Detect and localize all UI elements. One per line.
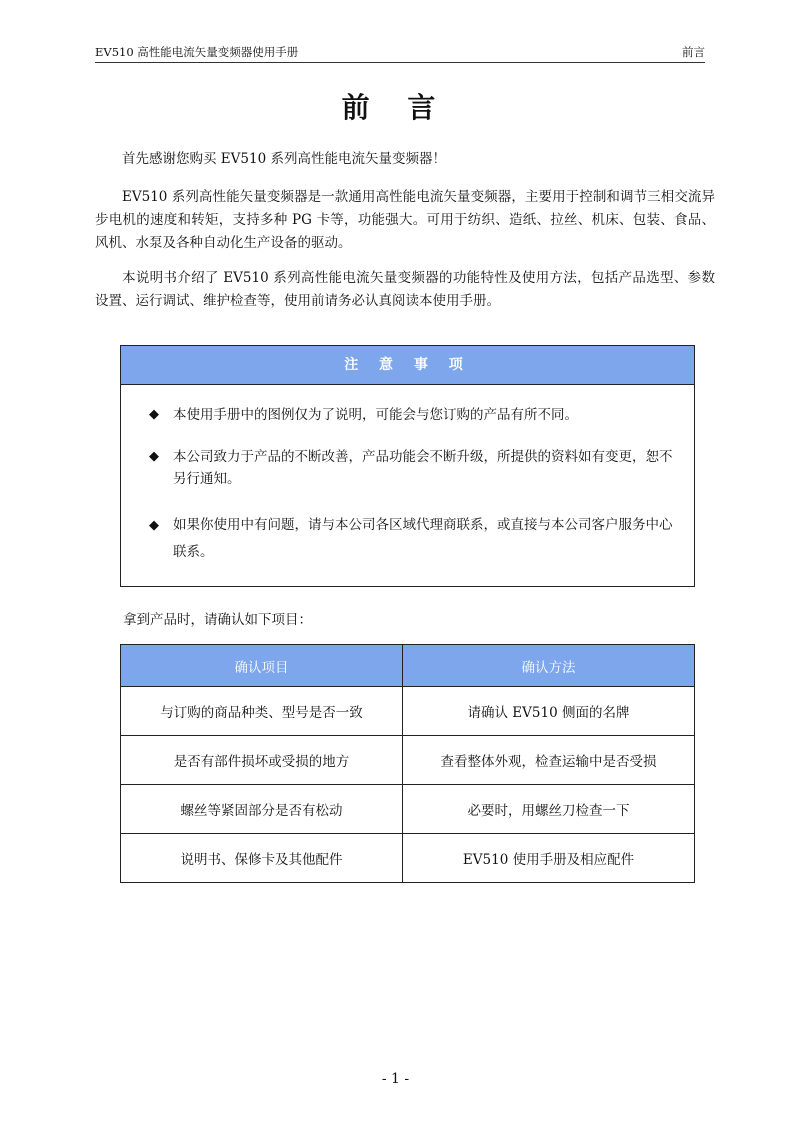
notice-item-text: 如果你使用中有问题，请与本公司各区域代理商联系，或直接与本公司客户服务中心联系。 xyxy=(173,517,673,560)
table-row xyxy=(121,687,695,736)
table-row xyxy=(121,834,695,883)
confirm-intro: 拿到产品时，请确认如下项目： xyxy=(123,612,312,628)
notice-heading: 注 意 事 项 xyxy=(121,346,694,385)
column-header-method: 确认方法 xyxy=(403,645,695,687)
notice-item-text: 本使用手册中的图例仅为了说明，可能会与您订购的产品有所不同。 xyxy=(173,407,578,423)
confirm-table xyxy=(120,644,695,883)
notice-box xyxy=(120,345,695,587)
header-section: 前言 xyxy=(682,45,705,59)
table-cell-item: 螺丝等紧固部分是否有松动 xyxy=(121,785,403,834)
notice-item xyxy=(149,404,679,426)
intro-paragraph-2: EV510 系列高性能矢量变频器是一款通用高性能电流矢量变频器，主要用于控制和调节三相交流异步电机的速度和转矩，支持多种 PG 卡等，功能强大。可用于纺织、造纸、拉丝、机床、包装、食品、风机、水泵及各种自动化生产设备的驱动。 xyxy=(95,189,715,251)
table-header-row xyxy=(121,645,695,687)
table-row xyxy=(121,736,695,785)
notice-item-text: 本公司致力于产品的不断改善，产品功能会不断升级，所提供的资料如有变更，恕不另行通知。 xyxy=(173,449,673,487)
diamond-bullet-icon: ◆ xyxy=(149,518,159,533)
notice-item xyxy=(149,446,679,490)
intro-paragraph-1: 首先感谢您购买 EV510 系列高性能电流矢量变频器！ xyxy=(122,151,446,167)
table-row xyxy=(121,785,695,834)
notice-item xyxy=(149,512,679,566)
table-cell-item: 是否有部件损坏或受损的地方 xyxy=(121,736,403,785)
header-doc-title: EV510 高性能电流矢量变频器使用手册 xyxy=(95,45,299,59)
intro-paragraph-3: 本说明书介绍了 EV510 系列高性能电流矢量变频器的功能特性及使用方法，包括产品选型、参数设置、运行调试、维护检查等，使用前请务必认真阅读本使用手册。 xyxy=(95,270,715,309)
table-cell-method: 查看整体外观，检查运输中是否受损 xyxy=(403,736,695,785)
table-cell-method: EV510 使用手册及相应配件 xyxy=(403,834,695,883)
page-title: 前 言 xyxy=(341,91,450,124)
table-cell-item: 与订购的商品种类、型号是否一致 xyxy=(121,687,403,736)
page-number: - 1 - xyxy=(381,1071,410,1087)
diamond-bullet-icon: ◆ xyxy=(149,449,159,464)
page-header xyxy=(95,44,705,63)
column-header-item: 确认项目 xyxy=(121,645,403,687)
table-cell-method: 请确认 EV510 侧面的名牌 xyxy=(403,687,695,736)
table-cell-method: 必要时，用螺丝刀检查一下 xyxy=(403,785,695,834)
diamond-bullet-icon: ◆ xyxy=(149,407,159,422)
table-cell-item: 说明书、保修卡及其他配件 xyxy=(121,834,403,883)
